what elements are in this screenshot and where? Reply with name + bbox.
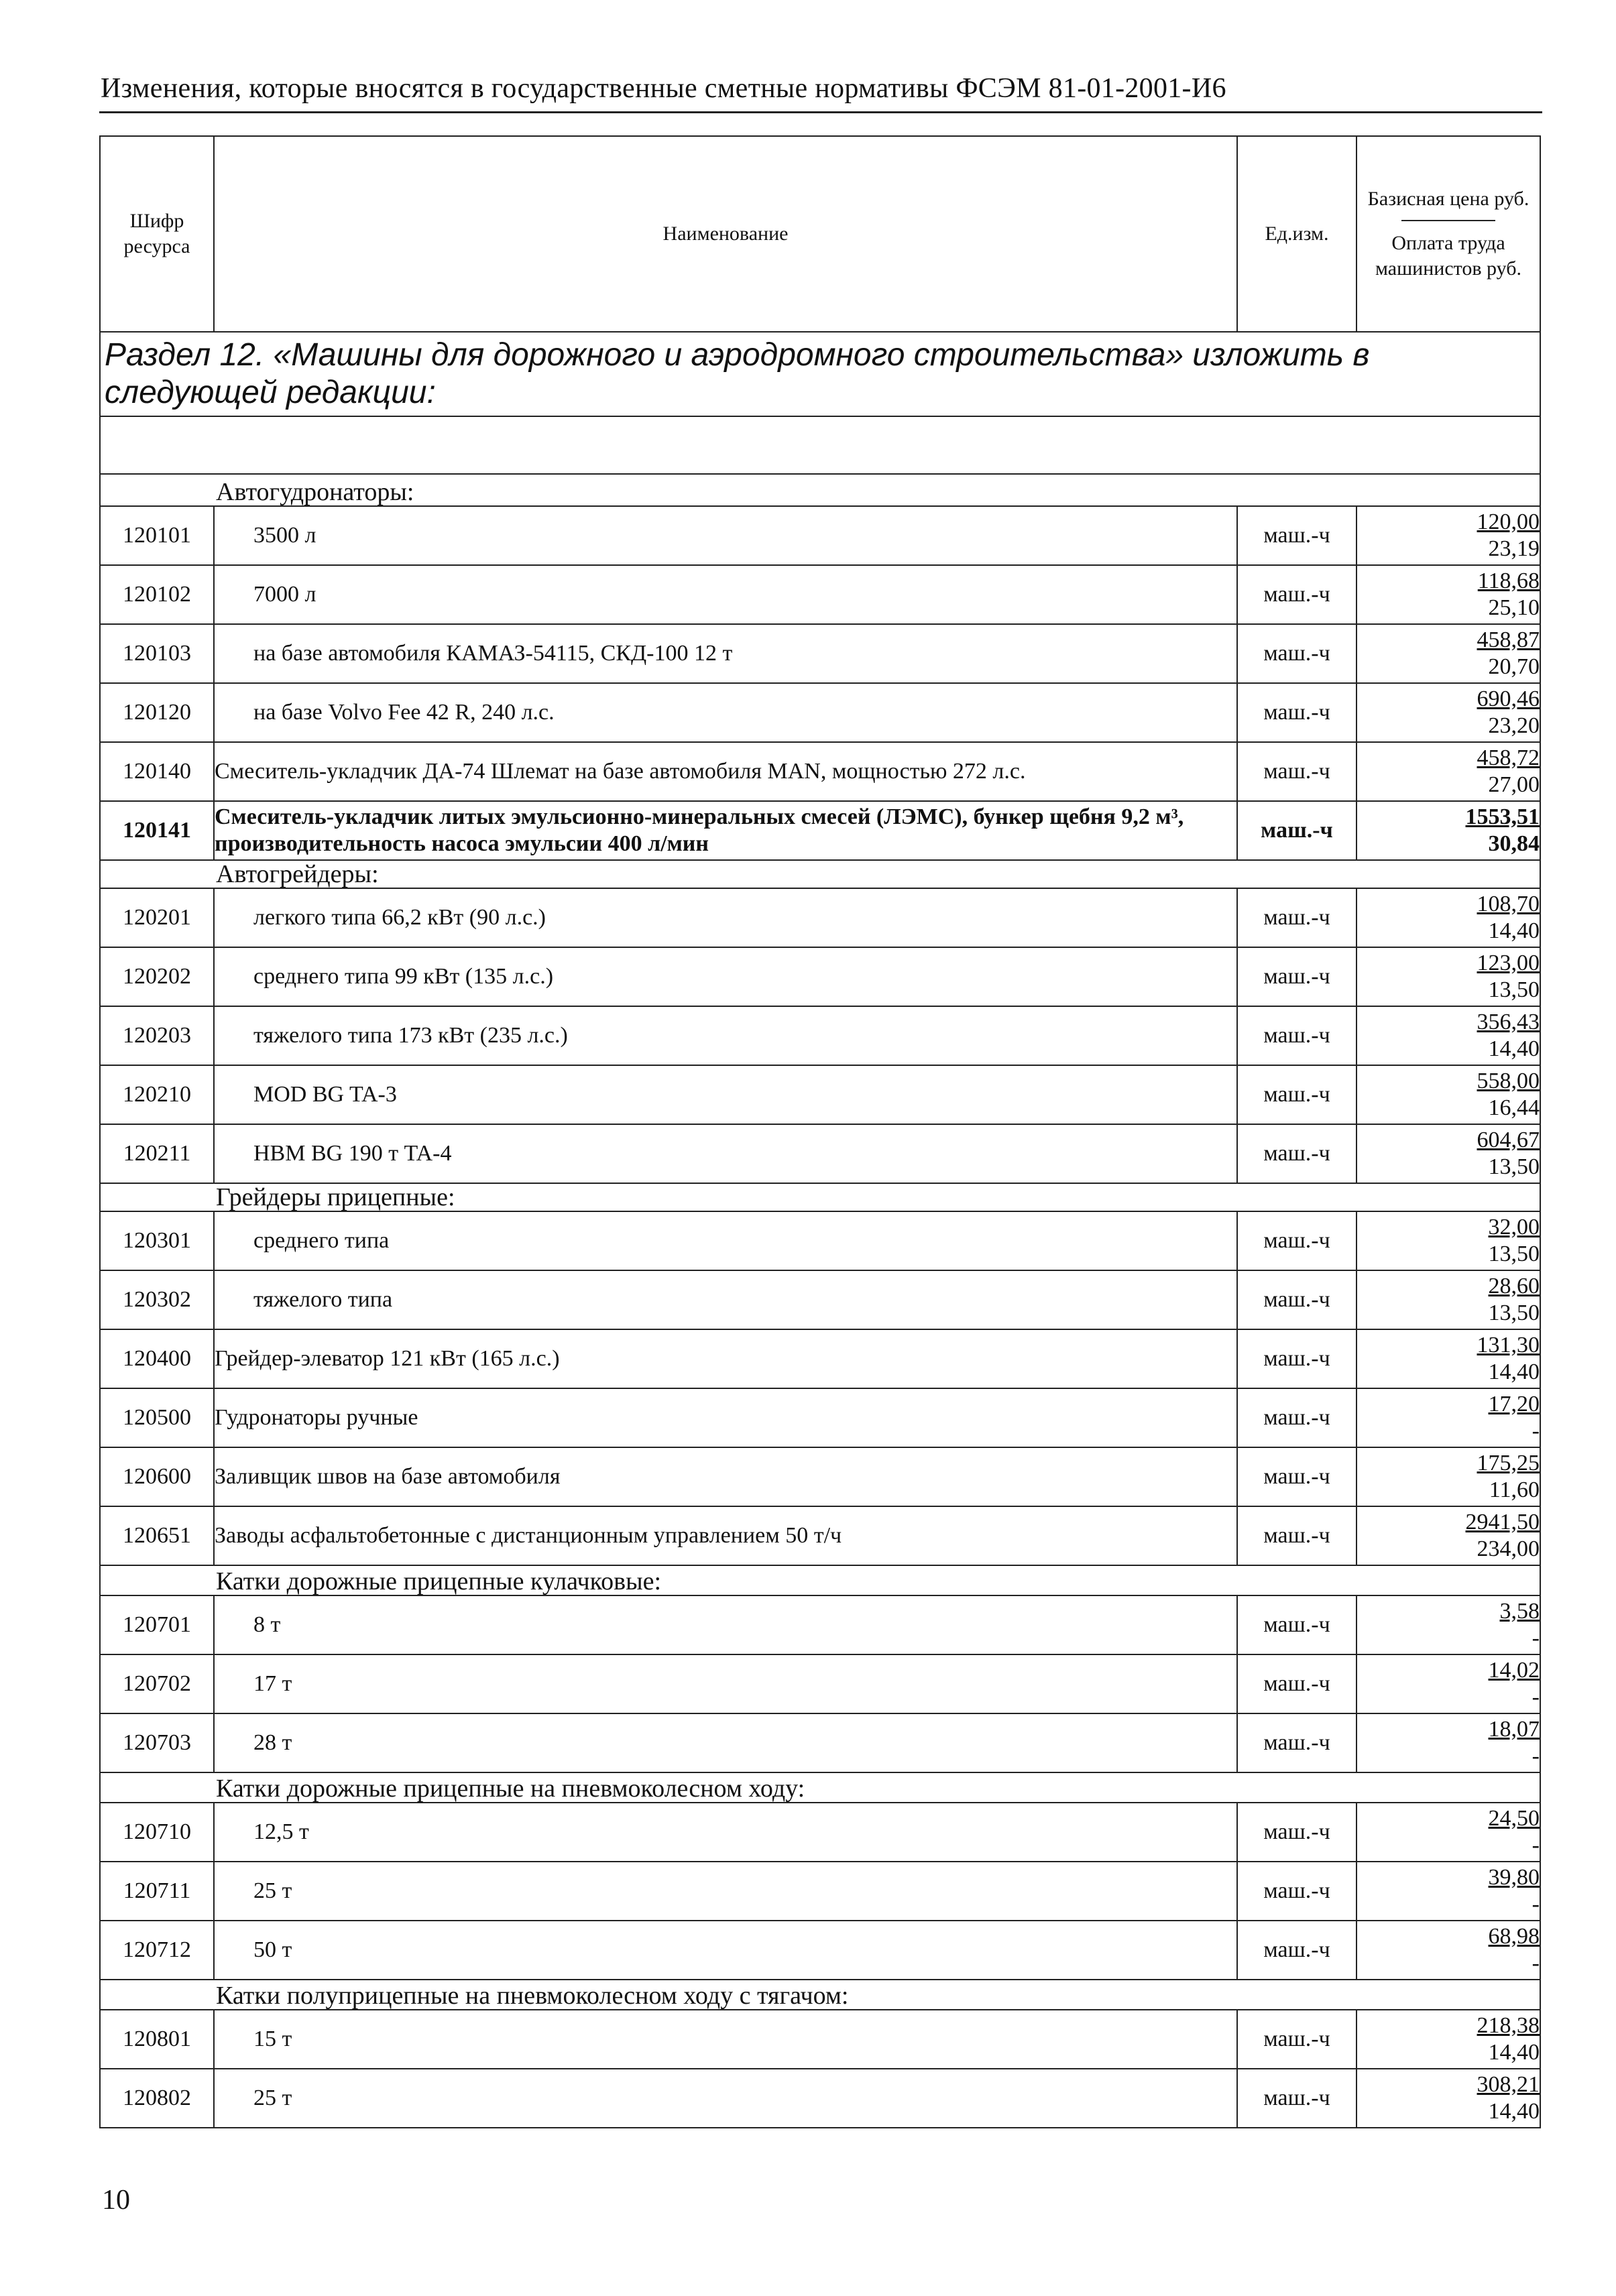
operator-wage: 13,50 <box>1488 977 1540 1002</box>
resource-code: 120710 <box>100 1803 214 1862</box>
resource-code: 120101 <box>100 506 214 565</box>
operator-wage: 23,19 <box>1488 536 1540 561</box>
resource-name: легкого типа 66,2 кВт (90 л.с.) <box>214 888 1237 947</box>
header-rule <box>99 111 1542 113</box>
price-cell <box>1357 1447 1540 1506</box>
resource-code: 120120 <box>100 683 214 742</box>
resource-unit: маш.-ч <box>1237 506 1357 565</box>
resource-unit: маш.-ч <box>1237 1654 1357 1713</box>
table-row <box>100 1862 1540 1921</box>
table-row <box>100 1270 1540 1329</box>
base-price: 558,00 <box>1477 1069 1540 1093</box>
base-price: 2941,50 <box>1465 1510 1540 1534</box>
operator-wage: 14,40 <box>1488 2099 1540 2124</box>
price-cell <box>1357 565 1540 624</box>
table-row <box>100 1388 1540 1447</box>
base-price: 604,67 <box>1477 1128 1540 1152</box>
group-title: Катки дорожные прицепные на пневмоколесном ходу: <box>100 1772 1540 1803</box>
resource-unit: маш.-ч <box>1237 1595 1357 1654</box>
resource-name: Смеситель-укладчик литых эмульсионно-минеральных смесей (ЛЭМС), бункер щебня 9,2 м³, производительность насоса эмульсии 400 л/мин <box>214 801 1237 860</box>
resource-code: 120701 <box>100 1595 214 1654</box>
operator-wage: 234,00 <box>1477 1536 1540 1561</box>
price-cell <box>1357 947 1540 1006</box>
table-row <box>100 1447 1540 1506</box>
resource-code: 120140 <box>100 742 214 801</box>
price-cell <box>1357 1211 1540 1270</box>
resource-name: на базе Volvo Fee 42 R, 240 л.с. <box>214 683 1237 742</box>
table-row <box>100 1654 1540 1713</box>
blank-row <box>100 416 1540 474</box>
table-row <box>100 1506 1540 1565</box>
operator-wage: 20,70 <box>1488 654 1540 679</box>
price-cell <box>1357 1803 1540 1862</box>
header-price-wage: Оплата труда машинистов руб. <box>1375 232 1522 280</box>
price-cell <box>1357 1595 1540 1654</box>
resource-name: на базе автомобиля КАМАЗ-54115, СКД-100 12 т <box>214 624 1237 683</box>
header-code: Шифр ресурса <box>100 136 214 332</box>
resource-name: 17 т <box>214 1654 1237 1713</box>
resource-unit: маш.-ч <box>1237 2010 1357 2069</box>
base-price: 118,68 <box>1477 568 1540 593</box>
price-cell <box>1357 624 1540 683</box>
price-cell <box>1357 1388 1540 1447</box>
operator-wage: 23,20 <box>1488 713 1540 738</box>
table-row <box>100 1124 1540 1183</box>
operator-wage: - <box>1532 1744 1540 1768</box>
resource-table <box>99 135 1541 2128</box>
header-price-divider <box>1401 220 1495 221</box>
resource-code: 120600 <box>100 1447 214 1506</box>
base-price: 356,43 <box>1477 1010 1540 1034</box>
table-row <box>100 1065 1540 1124</box>
price-cell <box>1357 1921 1540 1980</box>
resource-name: Гудронаторы ручные <box>214 1388 1237 1447</box>
resource-name: 7000 л <box>214 565 1237 624</box>
operator-wage: 14,40 <box>1488 1036 1540 1061</box>
resource-code: 120703 <box>100 1713 214 1772</box>
resource-unit: маш.-ч <box>1237 1270 1357 1329</box>
operator-wage: 14,40 <box>1488 2040 1540 2065</box>
resource-code: 120802 <box>100 2069 214 2128</box>
resource-code: 120711 <box>100 1862 214 1921</box>
group-heading-row <box>100 474 1540 506</box>
resource-table-body <box>100 136 1540 2128</box>
price-cell <box>1357 2069 1540 2128</box>
resource-name: 25 т <box>214 2069 1237 2128</box>
resource-unit: маш.-ч <box>1237 1506 1357 1565</box>
resource-code: 120702 <box>100 1654 214 1713</box>
price-cell <box>1357 1713 1540 1772</box>
table-row <box>100 888 1540 947</box>
table-header-row <box>100 136 1540 332</box>
resource-code: 120400 <box>100 1329 214 1388</box>
section-title: Раздел 12. «Машины для дорожного и аэродромного строительства» изложить в следующей редакции: <box>100 332 1540 416</box>
resource-unit: маш.-ч <box>1237 2069 1357 2128</box>
resource-name: Заливщик швов на базе автомобиля <box>214 1447 1237 1506</box>
operator-wage: - <box>1532 1951 1540 1976</box>
table-row <box>100 506 1540 565</box>
group-heading-row <box>100 1183 1540 1211</box>
resource-name: HBM BG 190 т TA-4 <box>214 1124 1237 1183</box>
price-cell <box>1357 1124 1540 1183</box>
resource-name: тяжелого типа 173 кВт (235 л.с.) <box>214 1006 1237 1065</box>
price-cell <box>1357 1065 1540 1124</box>
price-cell <box>1357 1506 1540 1565</box>
operator-wage: - <box>1532 1418 1540 1443</box>
table-row <box>100 1329 1540 1388</box>
base-price: 28,60 <box>1488 1274 1540 1298</box>
price-cell <box>1357 1270 1540 1329</box>
price-cell <box>1357 2010 1540 2069</box>
group-title: Катки дорожные прицепные кулачковые: <box>100 1565 1540 1595</box>
resource-unit: маш.-ч <box>1237 1713 1357 1772</box>
price-cell <box>1357 683 1540 742</box>
operator-wage: 30,84 <box>1488 831 1540 856</box>
table-row <box>100 2069 1540 2128</box>
price-cell <box>1357 1654 1540 1713</box>
resource-name: 8 т <box>214 1595 1237 1654</box>
table-row <box>100 1921 1540 1980</box>
base-price: 18,07 <box>1488 1717 1540 1742</box>
group-title: Автогрейдеры: <box>100 860 1540 888</box>
resource-name: Грейдер-элеватор 121 кВт (165 л.с.) <box>214 1329 1237 1388</box>
resource-name: среднего типа <box>214 1211 1237 1270</box>
table-row <box>100 1595 1540 1654</box>
base-price: 68,98 <box>1488 1924 1540 1949</box>
resource-unit: маш.-ч <box>1237 1921 1357 1980</box>
price-cell <box>1357 1006 1540 1065</box>
price-cell <box>1357 1329 1540 1388</box>
resource-name: 28 т <box>214 1713 1237 1772</box>
table-row <box>100 1713 1540 1772</box>
page-header-title: Изменения, которые вносятся в государственные сметные нормативы ФСЭМ 81-01-2001-И6 <box>101 73 1226 104</box>
base-price: 39,80 <box>1488 1865 1540 1890</box>
group-title: Автогудронаторы: <box>100 474 1540 506</box>
resource-code: 120651 <box>100 1506 214 1565</box>
resource-unit: маш.-ч <box>1237 1124 1357 1183</box>
operator-wage: 13,50 <box>1488 1301 1540 1325</box>
resource-unit: маш.-ч <box>1237 1862 1357 1921</box>
base-price: 690,46 <box>1477 686 1540 711</box>
base-price: 17,20 <box>1488 1392 1540 1416</box>
price-cell <box>1357 506 1540 565</box>
resource-code: 120102 <box>100 565 214 624</box>
base-price: 175,25 <box>1477 1451 1540 1475</box>
operator-wage: 11,60 <box>1489 1477 1540 1502</box>
base-price: 1553,51 <box>1465 804 1540 829</box>
base-price: 131,30 <box>1477 1333 1540 1357</box>
resource-code: 120141 <box>100 801 214 860</box>
resource-unit: маш.-ч <box>1237 565 1357 624</box>
operator-wage: 13,50 <box>1488 1242 1540 1266</box>
operator-wage: 14,40 <box>1488 918 1540 943</box>
resource-name: 15 т <box>214 2010 1237 2069</box>
blank-cell <box>100 416 1540 474</box>
header-name: Наименование <box>214 136 1237 332</box>
resource-code: 120211 <box>100 1124 214 1183</box>
resource-name: 50 т <box>214 1921 1237 1980</box>
price-cell <box>1357 888 1540 947</box>
resource-code: 120202 <box>100 947 214 1006</box>
resource-name: тяжелого типа <box>214 1270 1237 1329</box>
operator-wage: 13,50 <box>1488 1154 1540 1179</box>
operator-wage: 27,00 <box>1488 772 1540 797</box>
table-row <box>100 565 1540 624</box>
resource-unit: маш.-ч <box>1237 1329 1357 1388</box>
base-price: 14,02 <box>1488 1658 1540 1683</box>
price-cell <box>1357 801 1540 860</box>
base-price: 458,87 <box>1477 627 1540 652</box>
resource-unit: маш.-ч <box>1237 1803 1357 1862</box>
resource-unit: маш.-ч <box>1237 1388 1357 1447</box>
group-heading-row <box>100 1565 1540 1595</box>
resource-unit: маш.-ч <box>1237 1447 1357 1506</box>
base-price: 3,58 <box>1499 1599 1540 1624</box>
group-heading-row <box>100 1980 1540 2010</box>
group-heading-row <box>100 1772 1540 1803</box>
price-cell <box>1357 742 1540 801</box>
operator-wage: - <box>1532 1833 1540 1858</box>
table-row <box>100 1211 1540 1270</box>
resource-name: 12,5 т <box>214 1803 1237 1862</box>
resource-code: 120210 <box>100 1065 214 1124</box>
table-row <box>100 1006 1540 1065</box>
header-price-base: Базисная цена руб. <box>1367 188 1530 210</box>
operator-wage: - <box>1532 1685 1540 1709</box>
resource-code: 120203 <box>100 1006 214 1065</box>
base-price: 458,72 <box>1477 745 1540 770</box>
resource-unit: маш.-ч <box>1237 947 1357 1006</box>
resource-unit: маш.-ч <box>1237 801 1357 860</box>
base-price: 32,00 <box>1488 1215 1540 1240</box>
price-cell <box>1357 1862 1540 1921</box>
resource-name: среднего типа 99 кВт (135 л.с.) <box>214 947 1237 1006</box>
base-price: 123,00 <box>1477 951 1540 975</box>
base-price: 218,38 <box>1477 2013 1540 2038</box>
resource-unit: маш.-ч <box>1237 683 1357 742</box>
base-price: 120,00 <box>1477 509 1540 534</box>
resource-code: 120103 <box>100 624 214 683</box>
resource-name: 25 т <box>214 1862 1237 1921</box>
resource-unit: маш.-ч <box>1237 1006 1357 1065</box>
resource-unit: маш.-ч <box>1237 1065 1357 1124</box>
base-price: 108,70 <box>1477 892 1540 916</box>
group-heading-row <box>100 860 1540 888</box>
table-row <box>100 2010 1540 2069</box>
operator-wage: 25,10 <box>1488 595 1540 620</box>
resource-unit: маш.-ч <box>1237 742 1357 801</box>
operator-wage: - <box>1532 1892 1540 1917</box>
table-row <box>100 683 1540 742</box>
table-row <box>100 947 1540 1006</box>
resource-code: 120712 <box>100 1921 214 1980</box>
group-title: Грейдеры прицепные: <box>100 1183 1540 1211</box>
resource-code: 120500 <box>100 1388 214 1447</box>
resource-name: Смеситель-укладчик ДА-74 Шлемат на базе автомобиля MAN, мощностью 272 л.с. <box>214 742 1237 801</box>
base-price: 308,21 <box>1477 2072 1540 2097</box>
table-row <box>100 801 1540 860</box>
resource-code: 120201 <box>100 888 214 947</box>
header-price <box>1357 136 1540 332</box>
resource-unit: маш.-ч <box>1237 888 1357 947</box>
section-title-row <box>100 332 1540 416</box>
resource-name: 3500 л <box>214 506 1237 565</box>
table-row <box>100 1803 1540 1862</box>
page-number: 10 <box>102 2185 130 2216</box>
resource-unit: маш.-ч <box>1237 624 1357 683</box>
operator-wage: 14,40 <box>1488 1360 1540 1384</box>
group-title: Катки полуприцепные на пневмоколесном ходу с тягачом: <box>100 1980 1540 2010</box>
header-unit: Ед.изм. <box>1237 136 1357 332</box>
operator-wage: - <box>1532 1626 1540 1650</box>
resource-name: MOD BG TA-3 <box>214 1065 1237 1124</box>
resource-code: 120301 <box>100 1211 214 1270</box>
resource-unit: маш.-ч <box>1237 1211 1357 1270</box>
base-price: 24,50 <box>1488 1806 1540 1831</box>
resource-code: 120302 <box>100 1270 214 1329</box>
resource-name: Заводы асфальтобетонные с дистанционным управлением 50 т/ч <box>214 1506 1237 1565</box>
table-row <box>100 624 1540 683</box>
table-row <box>100 742 1540 801</box>
operator-wage: 16,44 <box>1488 1095 1540 1120</box>
resource-code: 120801 <box>100 2010 214 2069</box>
